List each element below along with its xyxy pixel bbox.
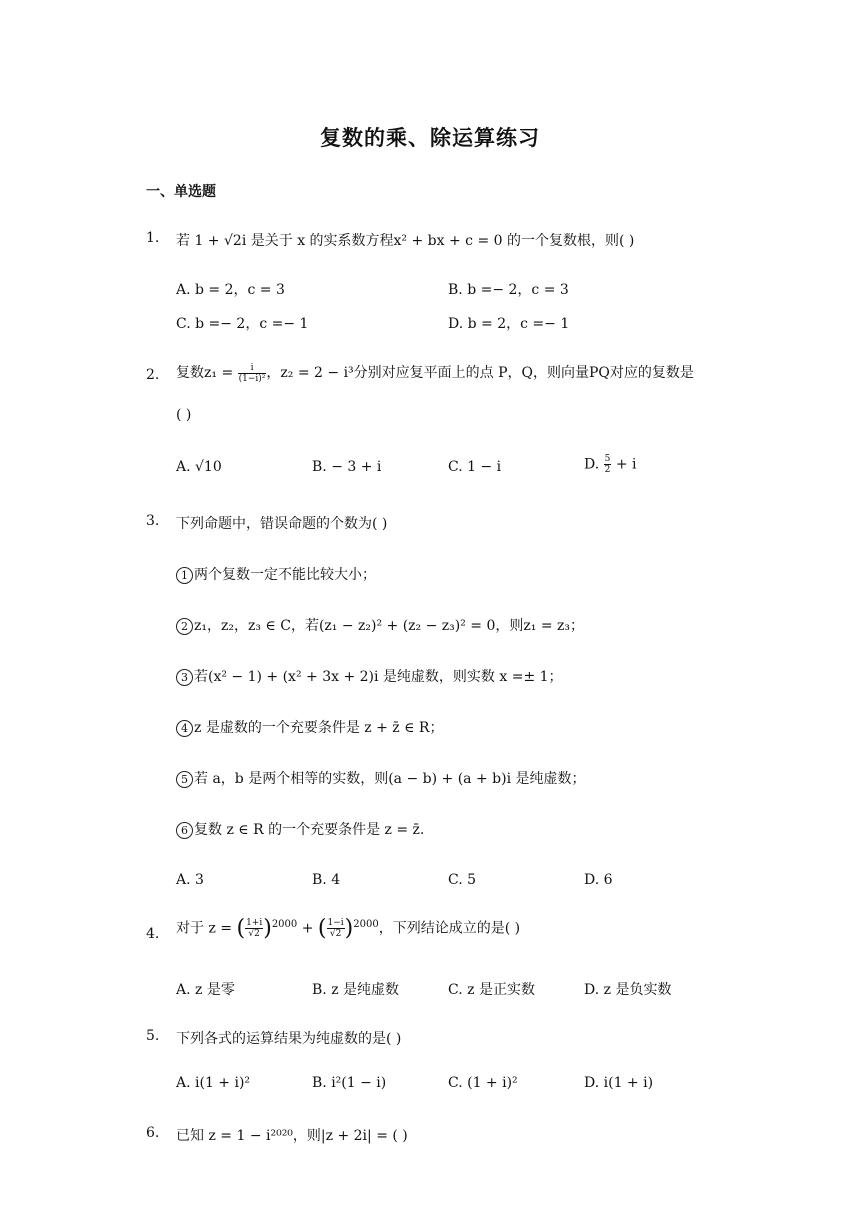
option-c: C. b =− 2，c =− 1 [176,316,309,332]
right-paren: ) [263,916,272,941]
option-c: C. z 是正实数 [448,982,535,998]
left-paren: ( [317,916,327,941]
right-paren: ) [344,916,354,941]
option-a: A. 3 [176,872,204,888]
statement-4 [176,717,443,737]
statement-text: z 是虚数的一个充要条件是 z + z̄ ∈ R； [194,720,444,736]
option-a: A. b = 2，c = 3 [176,282,285,298]
option-d: D. i(1 + i) [584,1075,654,1091]
option-d [584,454,637,475]
question-text-continued: ( ) [176,407,192,423]
fraction-numerator: 1+i [246,918,263,928]
option-c: C. 5 [448,872,477,888]
option-label: D. [584,456,600,473]
fraction [245,918,263,939]
statement-3 [176,666,563,686]
circled-number: 2 [176,618,193,635]
option-b: B. i²(1 − i) [312,1075,387,1091]
question-text-part: ，z₂ = 2 − i³分别对应复平面上的点 P，Q，则向量PQ对应的复数是 [266,365,694,381]
fraction-denominator: √2 [329,929,342,939]
statement-text: z₁，z₂，z₃ ∈ C，若(z₁ − z₂)² + (z₂ − z₃)² = 0，则z₁ = z₃； [194,618,585,634]
option-b: B. 4 [312,872,341,888]
question-text: 下列各式的运算结果为纯虚数的是( ) [176,1031,402,1047]
option-tail: + i [615,456,637,473]
statement-text: 若 a，b 是两个相等的实数，则(a − b) + (a + b)i 是纯虚数； [194,771,586,787]
page-title: 复数的乘、除运算练习 [320,126,540,150]
statement-2 [176,615,584,635]
question-text: 若 1 + √2i 是关于 x 的实系数方程x² + bx + c = 0 的一个复数根，则( ) [176,233,635,249]
question-text [176,362,694,384]
statement-text: 复数 z ∈ R 的一个充要条件是 z = z̄. [194,822,425,838]
question-number: 5. [146,1028,160,1044]
question-text-part: ，下列结论成立的是( ) [378,920,521,937]
option-b: B. z 是纯虚数 [312,982,400,998]
fraction [238,363,267,384]
option-a: A. i(1 + i)² [176,1075,251,1091]
circled-number: 5 [176,771,193,788]
exponent: 2000 [353,918,379,930]
question-number: 6. [146,1125,160,1141]
question-text: 已知 z = 1 − i²⁰²⁰，则|z + 2i| = ( ) [176,1128,408,1144]
plus-sign: + [301,920,314,937]
exponent: 2000 [271,918,298,930]
circled-number: 4 [176,720,193,737]
circled-number: 6 [176,822,193,839]
question-number: 3. [146,513,160,529]
question-number: 4. [146,926,160,942]
fraction-numerator: 5 [604,454,611,464]
statement-text: 两个复数一定不能比较大小； [194,567,376,583]
question-text: 下列命题中，错误命题的个数为( ) [176,516,388,532]
fraction-denominator: 2 [604,465,611,475]
fraction-denominator: (1−i)² [238,373,266,384]
left-paren: ( [236,916,246,941]
option-c: C. (1 + i)² [448,1075,518,1091]
option-c: C. 1 − i [448,459,502,475]
fraction-numerator: i [238,363,267,374]
question-text [176,916,520,941]
statement-1 [176,564,376,584]
circled-number: 3 [176,669,193,686]
question-number: 2. [146,367,160,383]
option-b: B. b =− 2，c = 3 [448,282,569,298]
option-b: B. − 3 + i [312,459,382,475]
fraction [327,918,345,939]
circled-number: 1 [176,567,193,584]
option-d: D. 6 [584,872,613,888]
question-text-part: 复数z₁ = [176,365,234,381]
question-text-part: 对于 z = [176,920,233,937]
option-d: D. z 是负实数 [584,982,672,998]
option-d: D. b = 2，c =− 1 [448,316,570,332]
fraction-denominator: √2 [248,929,260,939]
option-a: A. z 是零 [176,982,235,998]
fraction-numerator: 1−i [327,918,344,928]
section-heading: 一、单选题 [146,184,216,200]
option-a: A. √10 [176,459,222,475]
statement-6 [176,819,424,839]
statement-text: 若(x² − 1) + (x² + 3x + 2)i 是纯虚数，则实数 x =± 1； [194,669,563,685]
question-number: 1. [146,230,160,246]
fraction [604,454,612,475]
statement-5 [176,768,586,788]
